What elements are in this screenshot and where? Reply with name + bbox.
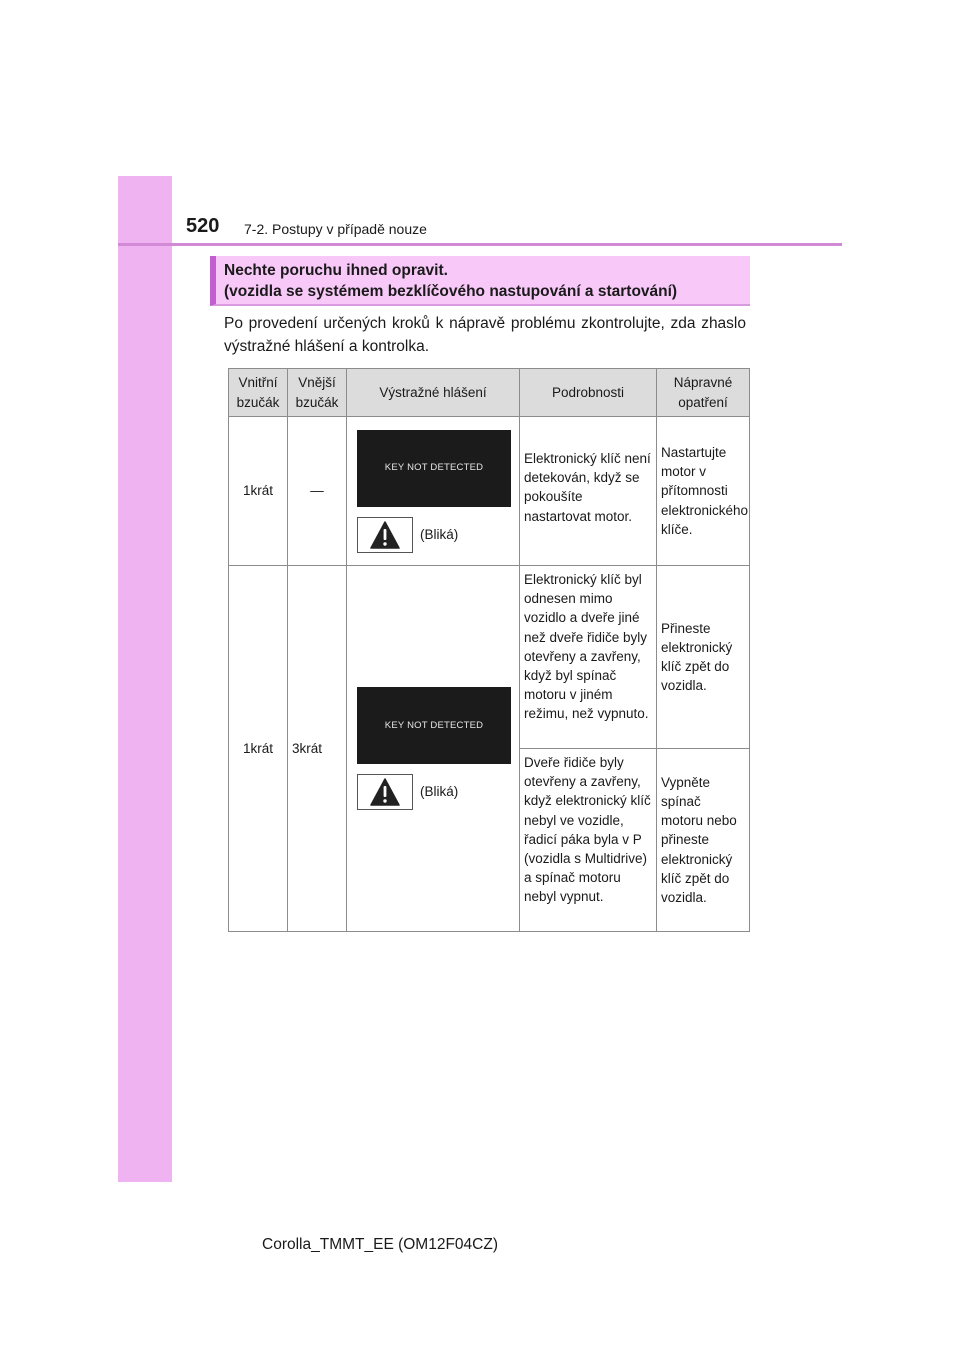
warning-message-cell bbox=[347, 566, 520, 932]
col-header-action: Nápravné opatření bbox=[657, 369, 750, 417]
section-title: 7-2. Postupy v případě nouze bbox=[244, 221, 427, 237]
action-cell: Přineste elektronický klíč zpět do vozidla. bbox=[657, 566, 750, 749]
warning-message-cell bbox=[347, 417, 520, 566]
details-cell: Elektronický klíč byl odnesen mimo vozidlo a dveře jiné než dveře řidiče byly otevřeny a zavřeny, když byl spínač motoru v jiném režimu, než vypnuto. bbox=[520, 566, 657, 749]
footer-doc-id: Corolla_TMMT_EE (OM12F04CZ) bbox=[262, 1236, 498, 1253]
callout-line-2: (vozidla se systémem bezklíčového nastupování a startování) bbox=[224, 283, 678, 300]
inner-buzzer-cell: 1krát bbox=[229, 566, 288, 932]
warning-table bbox=[228, 368, 750, 932]
col-header-inner-buzzer: Vnitřní bzučák bbox=[229, 369, 288, 417]
callout-box bbox=[210, 256, 750, 306]
display-key-not-detected: KEY NOT DETECTED bbox=[357, 687, 511, 764]
page-number: 520 bbox=[186, 215, 220, 237]
col-header-details: Podrobnosti bbox=[520, 369, 657, 417]
details-cell: Dveře řidiče byly otevřeny a zavřeny, když elektronický klíč nebyl ve vozidle, řadicí páka byla v P (vozidla s Multidrive) a spínač motoru nebyl vypnut. bbox=[520, 749, 657, 932]
outer-buzzer-cell: 3krát bbox=[288, 566, 347, 932]
table-row bbox=[229, 566, 750, 749]
col-header-warning-message: Výstražné hlášení bbox=[347, 369, 520, 417]
warning-triangle-icon bbox=[357, 774, 413, 810]
details-cell: Elektronický klíč není detekován, když se pokoušíte nastartovat motor. bbox=[520, 417, 657, 566]
callout-line-1: Nechte poruchu ihned opravit. bbox=[224, 262, 448, 279]
side-tab bbox=[118, 176, 172, 1182]
outer-buzzer-cell: — bbox=[288, 417, 347, 566]
table-header-row bbox=[229, 369, 750, 417]
blink-label: (Bliká) bbox=[420, 526, 459, 542]
inner-buzzer-cell: 1krát bbox=[229, 417, 288, 566]
action-cell: Nastartujte motor v přítomnosti elektronického klíče. bbox=[657, 417, 750, 566]
warning-triangle-icon bbox=[357, 517, 413, 553]
blink-label: (Bliká) bbox=[420, 784, 459, 800]
header-divider bbox=[118, 243, 842, 246]
intro-paragraph: Po provedení určených kroků k nápravě problému zkontrolujte, zda zhaslo výstražné hlášení a kontrolka. bbox=[224, 315, 746, 355]
col-header-outer-buzzer: Vnější bzučák bbox=[288, 369, 347, 417]
action-cell: Vypněte spínač motoru nebo přineste elektronický klíč zpět do vozidla. bbox=[657, 749, 750, 932]
display-key-not-detected: KEY NOT DETECTED bbox=[357, 430, 511, 507]
table-row bbox=[229, 417, 750, 566]
